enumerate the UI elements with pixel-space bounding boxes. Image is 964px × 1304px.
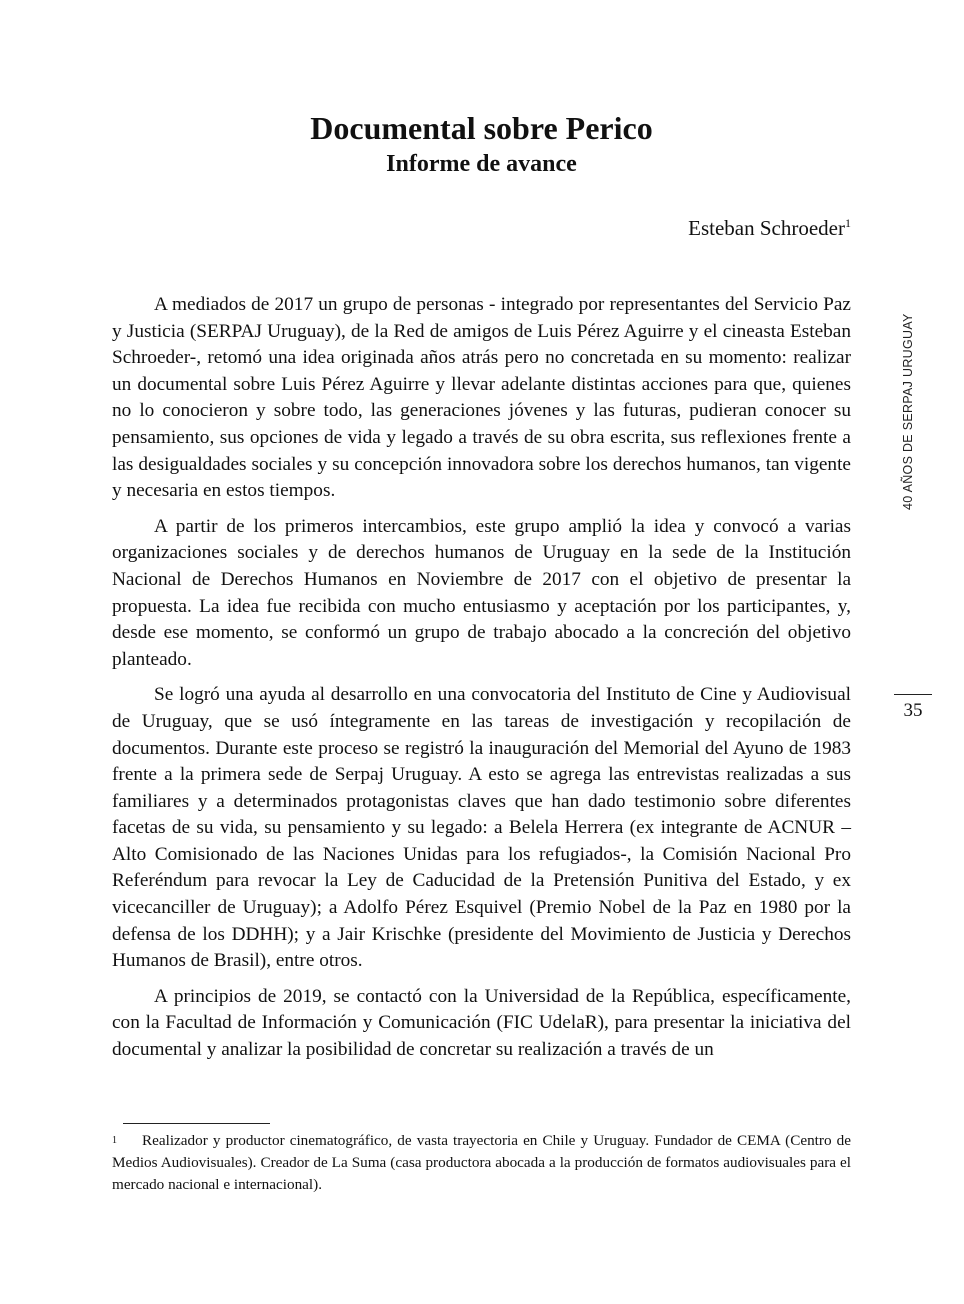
author-line <box>688 213 851 243</box>
body-paragraph: Se logró una ayuda al desarrollo en una convocatoria del Instituto de Cine y Audiovisual de Uruguay, que se usó íntegramente en las tareas de investigación y recopilación de documentos. Durante este proceso se registró la inauguración del Memorial del Ayuno de 1983 frente a la primera sede de Serpaj Uruguay. A esto se agrega las entrevistas realizadas a sus familiares y a determinados protagonistas claves que han dado testimonio sobre diferentes facetas de su vida, su pensamiento y su legado: a Belela Herrera (ex integrante de ACNUR –Alto Comisionado de las Naciones Unidas para los refugiados-, la Comisión Nacional Pro Referéndum para revocar la Ley de Caducidad de la Pretensión Punitiva del Estado, y ex vicecanciller de Uruguay); a Adolfo Pérez Esquivel (Premio Nobel de la Paz en 1980 por la defensa de los DDHH); y a Jair Krischke (presidente del Movimiento de Justicia y Derechos Humanos de Brasil), entre otros. <box>112 684 851 972</box>
body-paragraph: A partir de los primeros intercambios, este grupo amplió la idea y convocó a varias organizaciones sociales y de derechos humanos de Uruguay en la sede de la Institución Nacional de Derechos Humanos en Noviembre de 2017 con el objetivo de presentar la propuesta. La idea fue recibida con mucho entusiasmo y aceptación por los participantes, y, desde ese momento, se conformó un grupo de trabajo abocado a la concreción del objetivo planteado. <box>112 515 851 670</box>
footnote <box>112 1130 851 1196</box>
running-head: 40 AÑOS DE SERPAJ URUGUAY <box>901 313 915 510</box>
page-title: Documental sobre Perico <box>310 110 653 146</box>
article-body <box>112 292 851 1073</box>
page-number-rule <box>894 694 932 695</box>
body-paragraph: A principios de 2019, se contactó con la Universidad de la República, específicamente, con la Facultad de Información y Comunicación (FIC UdelaR), para presentar la iniciativa del documental y analizar la posibilidad de concretar su realización a través de un <box>112 985 851 1061</box>
body-paragraph: A mediados de 2017 un grupo de personas - integrado por representantes del Servicio Paz y Justicia (SERPAJ Uruguay), de la Red de amigos de Luis Pérez Aguirre y el cineasta Esteban Schroeder-, retomó una idea originada años atrás pero no concretada en su momento: realizar un documental sobre Luis Pérez Aguirre y llevar adelante distintas acciones para que, quienes no lo conocieron y sobre todo, las generaciones jóvenes y las futuras, pudieran conocer su pensamiento, sus opciones de vida y legado a través de su obra escrita, sus reflexiones frente a las desigualdades sociales y su concepción innovadora sobre los derechos humanos, tan vigente y necesaria en estos tiempos. <box>112 294 851 502</box>
author-name: Esteban Schroeder <box>688 216 845 240</box>
footnote-text: Realizador y productor cinematográfico, de vasta trayectoria en Chile y Uruguay. Fundador de CEMA (Centro de Medios Audiovisuales). Creador de La Suma (casa productora abocada a la producción de formatos audiovisuales para el mercado nacional e internacional). <box>112 1132 851 1193</box>
page-number: 35 <box>903 700 923 721</box>
footnote-marker: 1 <box>112 1135 117 1146</box>
page-subtitle: Informe de avance <box>386 151 577 177</box>
footnote-separator <box>123 1123 270 1124</box>
footnote-reference[interactable]: 1 <box>845 216 851 230</box>
